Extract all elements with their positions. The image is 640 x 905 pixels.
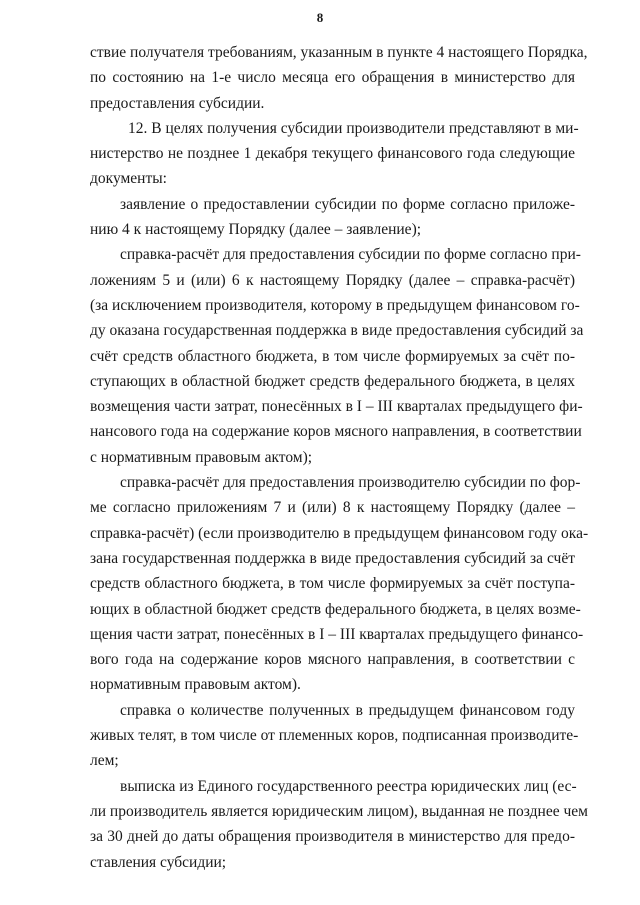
text-line: возмещения части затрат, понесённых в I – III кварталах предыдущего фи- — [90, 398, 583, 416]
paragraph — [90, 242, 584, 470]
text-line: ступающих в областной бюджет средств федерального бюджета, в целях — [90, 372, 575, 390]
document-body — [90, 40, 589, 875]
text-line: живых телят, в том числе от племенных коров, подписанная производите- — [90, 727, 579, 745]
text-line: ствие получателя требованиям, указанным в пункте 4 настоящего Порядка, — [90, 44, 588, 61]
text-line: документы: — [90, 170, 167, 188]
text-line: нормативным правовым актом). — [90, 676, 301, 694]
text-line: ложениям 5 и (или) 6 к настоящему Порядку (далее – справка-расчёт) — [90, 271, 575, 289]
text-line: выписка из Единого государственного реестра юридических лиц (ес- — [120, 777, 577, 795]
text-line: по состоянию на 1-е число месяца его обращения в министерство для — [90, 69, 575, 87]
text-line: лем; — [90, 752, 119, 770]
text-line: предоставления субсидии. — [90, 94, 265, 112]
text-line: (за исключением производителя, которому в предыдущем финансовом го- — [90, 296, 580, 314]
text-line: ме согласно приложениям 7 и (или) 8 к настоящему Порядку (далее – — [90, 499, 575, 517]
text-line: заявление о предоставлении субсидии по форме согласно приложе- — [120, 195, 575, 213]
text-line: справка о количестве полученных в предыдущем финансовом году — [120, 701, 575, 719]
text-line: за 30 дней до даты обращения производителя в министерство для предо- — [90, 828, 575, 846]
paragraph — [90, 192, 575, 243]
text-line: счёт средств областного бюджета, в том числе формируемых за счёт по- — [90, 347, 575, 365]
paragraph — [90, 470, 589, 698]
text-line: справка-расчёт для предоставления производителю субсидии по фор- — [120, 474, 581, 492]
text-line: справка-расчёт для предоставления субсидии по форме согласно при- — [120, 246, 581, 264]
page-number: 8 — [316, 10, 324, 25]
text-line: ставления субсидии; — [90, 853, 227, 871]
text-line: средств областного бюджета, в том числе формируемых за счёт поступа- — [90, 575, 575, 593]
text-line: 12. В целях получения субсидии производители представляют в ми- — [128, 119, 579, 137]
paragraph — [90, 774, 588, 875]
text-line: ду оказана государственная поддержка в виде предоставления субсидий за — [90, 322, 584, 340]
text-line: ли производитель является юридическим лицом), выданная не позднее чем — [90, 802, 588, 820]
text-line: вого года на содержание коров мясного направления, в соответствии с — [90, 651, 575, 669]
text-line: справка-расчёт) (если производителю в предыдущем финансовом году ока- — [90, 524, 589, 542]
text-line: зана государственная поддержка в виде предоставления субсидий за счёт — [90, 549, 575, 567]
text-line: нансового года на содержание коров мясного направления, в соответствии — [90, 423, 582, 441]
text-line: с нормативным правовым актом); — [90, 448, 313, 466]
text-line: нистерство не позднее 1 декабря текущего финансового года следующие — [90, 145, 575, 163]
text-line: нию 4 к настоящему Порядку (далее – заявление); — [90, 221, 422, 239]
paragraph — [90, 116, 579, 192]
paragraph — [90, 698, 579, 774]
text-line: ющих в областной бюджет средств федерального бюджета, в целях возме- — [90, 600, 581, 618]
text-line: щения части затрат, понесённых в I – III кварталах предыдущего финансо- — [90, 625, 584, 643]
paragraph — [90, 40, 588, 116]
